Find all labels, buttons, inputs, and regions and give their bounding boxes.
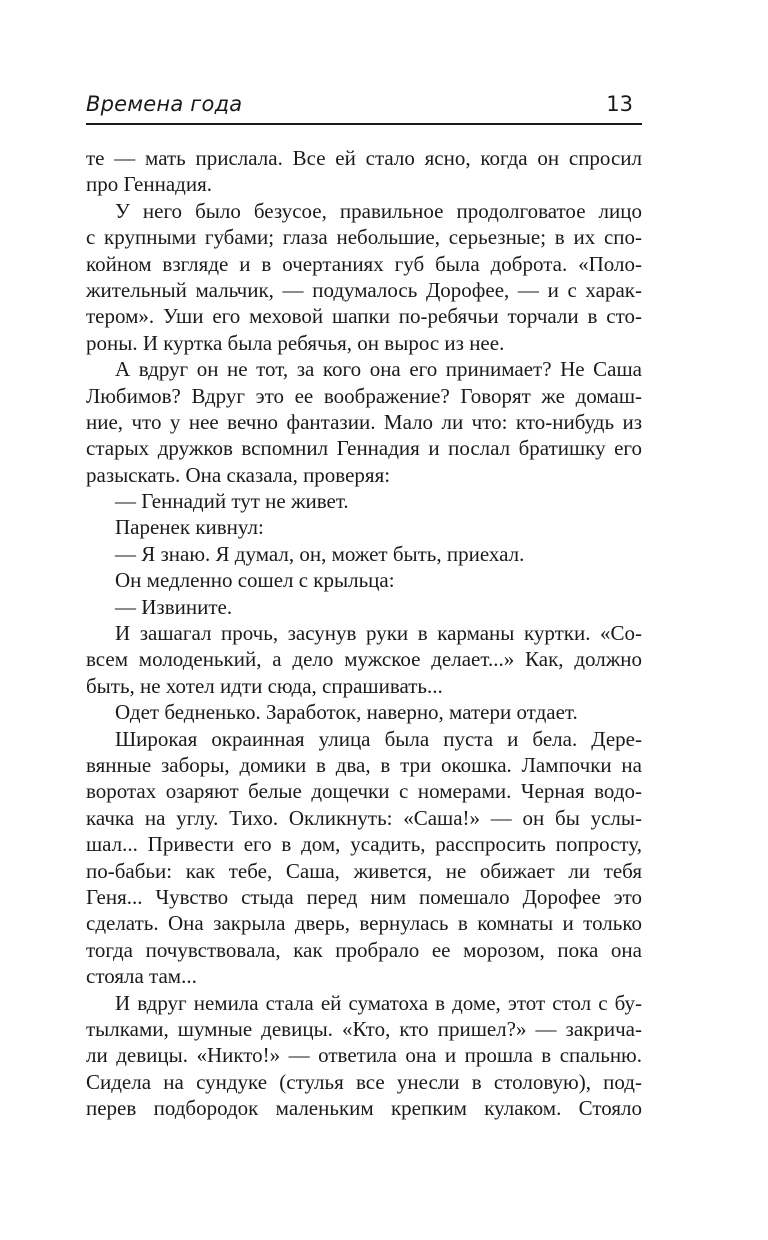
text-line: ли девицы. «Никто!» — ответила она и прошла в спальню. [86,1043,642,1068]
text-line: роны. И куртка была ребячья, он вырос из нее. [86,330,505,355]
text-line: тогда почувствовала, как пробрало ее морозом, пока она [86,937,642,962]
text-line: всем молоденький, а дело мужское делает...» Как, должно [86,647,642,672]
text-line: воротах озаряют белые дощечки с номерами. Черная водо- [86,779,642,804]
body-text [86,145,642,1121]
text-line: И вдруг немила стала ей суматоха в доме, этот стол с бу- [115,990,642,1015]
text-line: Любимов? Вдруг это ее воображение? Говорят же домаш- [86,383,642,408]
text-line: с крупными губами; глаза небольшие, серьезные; в их спо- [86,225,642,250]
text-line: Геня... Чувство стыда перед ним помешало Дорофее это [86,884,642,909]
text-line: перев подбородок маленьким крепким кулаком. Стояло [86,1096,642,1121]
text-line: стояла там... [86,964,197,989]
text-line: вянные заборы, домики в два, в три окошка. Лампочки на [86,752,642,777]
text-line: жительный мальчик, — подумалось Дорофее, — и с харак- [86,277,642,302]
page-number: 13 [606,92,633,116]
running-head [86,89,641,119]
text-line: У него было безусое, правильное продолговатое лицо [115,198,642,223]
text-line: качка на углу. Тихо. Окликнуть: «Саша!» — он бы услы- [86,805,642,830]
header-rule [86,123,642,125]
text-line: — Я знаю. Я думал, он, может быть, приехал. [115,541,525,566]
text-line: тером». Уши его меховой шапки по-ребячьи торчали в сто- [86,304,642,329]
text-line: сделать. Она закрыла дверь, вернулась в комнаты и только [86,911,642,936]
text-line: — Геннадий тут не живет. [115,489,349,514]
text-line: Он медленно сошел с крыльца: [115,568,395,593]
text-line: Сидела на сундуке (стулья все унесли в столовую), под- [86,1069,642,1094]
text-line: Паренек кивнул: [115,515,264,540]
text-line: — Извините. [115,594,233,619]
text-line: быть, не хотел идти сюда, спрашивать... [86,673,443,698]
text-line: ние, что у нее вечно фантазии. Мало ли что: кто-нибудь из [86,409,642,434]
text-line: разыскать. Она сказала, проверяя: [86,462,391,487]
text-line: койном взгляде и в очертаниях губ была доброта. «Поло- [86,251,642,276]
text-line: про Геннадия. [86,172,212,197]
text-line: те — мать прислала. Все ей стало ясно, когда он спросил [86,146,642,170]
text-line: старых дружков вспомнил Геннадия и послал братишку его [86,436,642,461]
text-line: И зашагал прочь, засунув руки в карманы куртки. «Со- [115,621,642,646]
text-line: шал... Привести его в дом, усадить, расспросить попросту, [86,832,642,857]
running-head-title: Времена года [86,92,243,116]
text-line: по-бабьи: как тебе, Саша, живется, не обижает ли тебя [86,858,642,883]
text-line: Одет бедненько. Заработок, наверно, матери отдает. [115,700,578,725]
text-line: А вдруг он не тот, за кого она его принимает? Не Саша [115,357,642,382]
text-line: Широкая окраинная улица была пуста и бела. Дере- [115,726,642,751]
text-line: тылками, шумные девицы. «Кто, кто пришел?» — закрича- [86,1016,642,1041]
